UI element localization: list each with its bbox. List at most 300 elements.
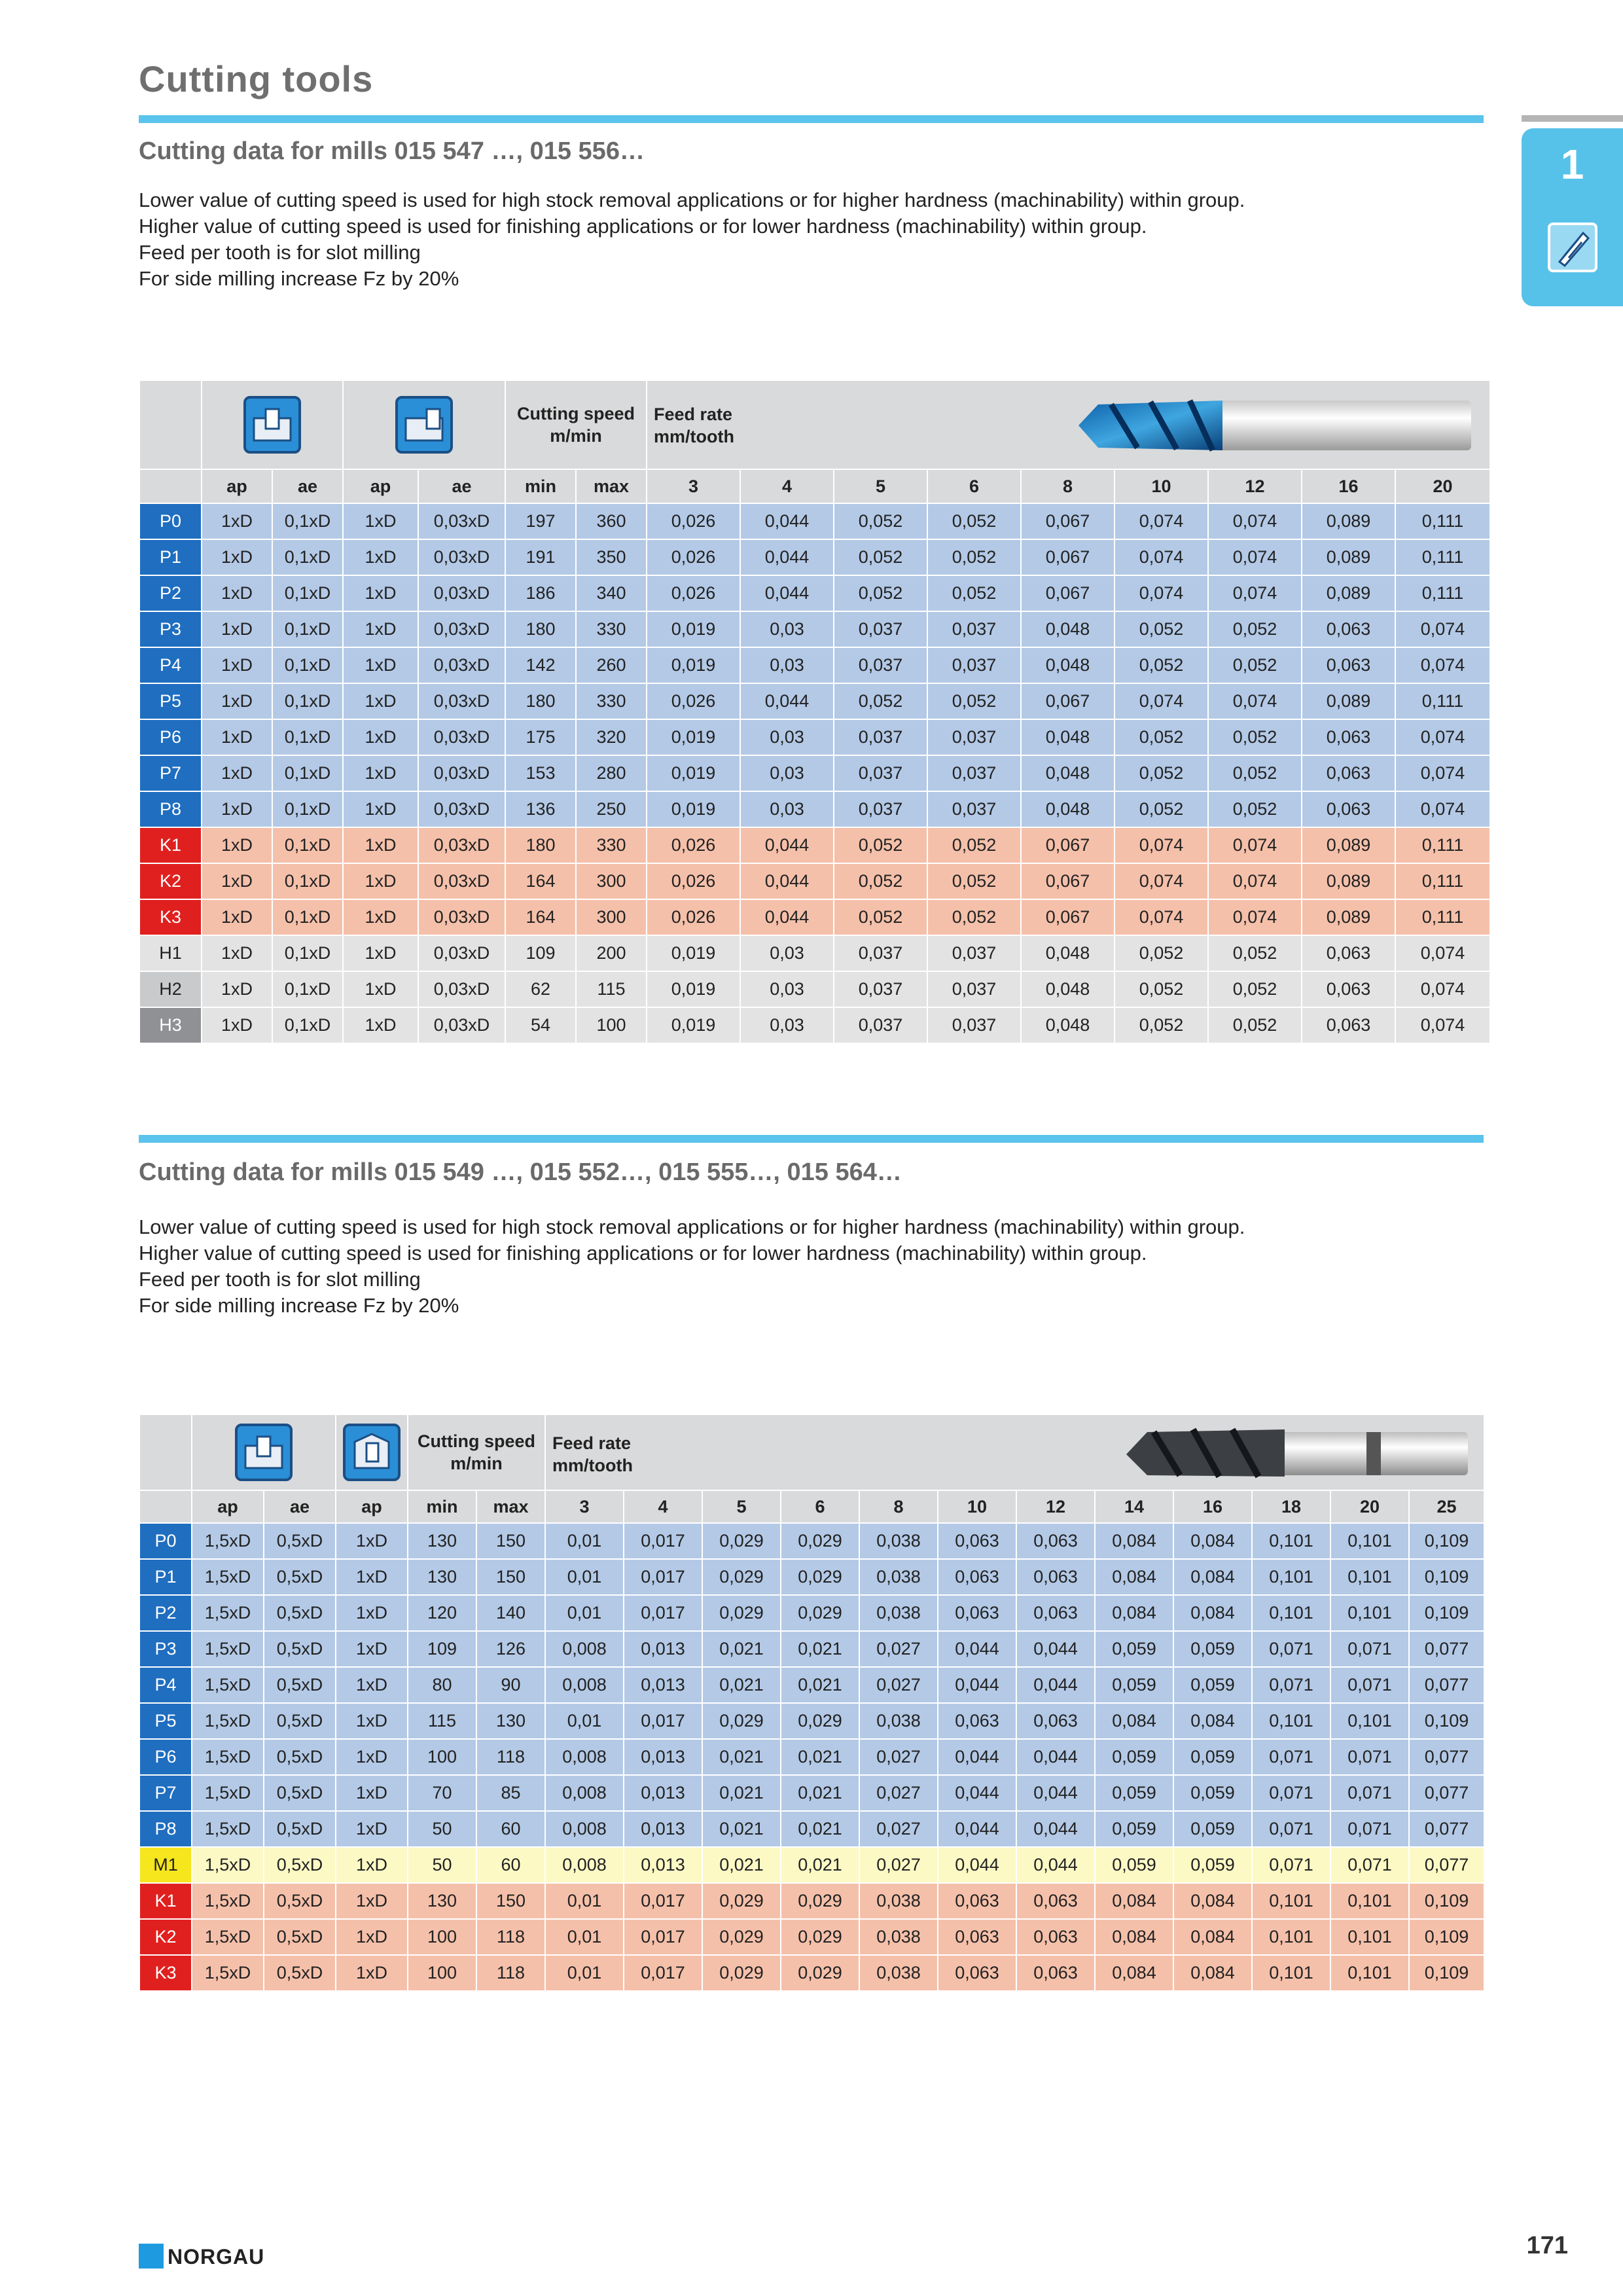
table-cell: 0,027 xyxy=(859,1631,938,1667)
table-cell: 0,052 xyxy=(834,503,927,539)
table-cell: 0,059 xyxy=(1095,1847,1173,1883)
table-cell: 85 xyxy=(476,1775,545,1811)
note: For side milling increase Fz by 20% xyxy=(139,1294,459,1317)
table-cell: 0,063 xyxy=(1302,935,1395,971)
material-group-cell: P1 xyxy=(139,1559,192,1595)
table-cell: 0,021 xyxy=(702,1847,781,1883)
table-cell: 1xD xyxy=(336,1559,408,1595)
table-cell: 0,052 xyxy=(1115,755,1208,791)
table-cell: 0,101 xyxy=(1252,1559,1330,1595)
end-mill-blue-icon xyxy=(1072,395,1478,456)
table-cell: 0,044 xyxy=(740,683,834,719)
table-cell: 0,03xD xyxy=(418,1007,505,1043)
table-cell: 360 xyxy=(576,503,647,539)
table-cell: 0,021 xyxy=(781,1847,859,1883)
table-cell: 0,026 xyxy=(647,683,740,719)
table-cell: 1xD xyxy=(336,1703,408,1739)
table-cell: 150 xyxy=(476,1559,545,1595)
table-cell: 0,008 xyxy=(545,1775,624,1811)
table-cell: 0,029 xyxy=(702,1703,781,1739)
table-cell: 0,021 xyxy=(781,1775,859,1811)
table-cell: 0,013 xyxy=(624,1667,702,1703)
table-cell: 0,037 xyxy=(834,647,927,683)
table-cell: 142 xyxy=(505,647,576,683)
table-cell: 320 xyxy=(576,719,647,755)
table-cell: 0,101 xyxy=(1330,1919,1409,1955)
table-row xyxy=(139,935,1490,971)
table-cell: 0,063 xyxy=(1016,1523,1095,1559)
table-cell: 260 xyxy=(576,647,647,683)
table-cell: 0,037 xyxy=(834,611,927,647)
table-cell: 0,5xD xyxy=(264,1775,336,1811)
material-group-cell: K3 xyxy=(139,1955,192,1991)
table-cell: 1,5xD xyxy=(192,1955,264,1991)
material-group-cell: P4 xyxy=(139,1667,192,1703)
feed-header-line1: Feed rate xyxy=(552,1433,632,1453)
table-cell: 1xD xyxy=(202,791,272,827)
table-cell: 1xD xyxy=(202,575,272,611)
section-divider xyxy=(139,1135,1484,1143)
table-cell: 0,013 xyxy=(624,1775,702,1811)
material-group-cell: H2 xyxy=(139,971,202,1007)
table-cell: 0,038 xyxy=(859,1955,938,1991)
table-cell: 0,037 xyxy=(834,1007,927,1043)
table-cell: 1xD xyxy=(343,683,418,719)
table-cell: 0,074 xyxy=(1208,863,1302,899)
table-cell: 0,029 xyxy=(702,1919,781,1955)
table-cell: 0,019 xyxy=(647,935,740,971)
section2-title: Cutting data for mills 015 549 …, 015 552…, 015 555…, 015 564… xyxy=(139,1158,902,1186)
column-header: 4 xyxy=(740,469,834,503)
speed-header-line1: Cutting speed xyxy=(418,1431,535,1451)
table-cell: 180 xyxy=(505,683,576,719)
table-cell: 191 xyxy=(505,539,576,575)
feed-header xyxy=(647,380,1490,469)
table-cell: 0,044 xyxy=(1016,1811,1095,1847)
table-cell: 0,052 xyxy=(1115,1007,1208,1043)
table-cell: 0,111 xyxy=(1395,575,1490,611)
table-cell: 0,029 xyxy=(702,1883,781,1919)
column-header: 6 xyxy=(781,1490,859,1523)
speed-header-line1: Cutting speed xyxy=(517,404,635,423)
table-cell: 100 xyxy=(408,1919,476,1955)
column-header: 25 xyxy=(1409,1490,1484,1523)
table-cell: 0,063 xyxy=(1302,791,1395,827)
table-cell: 0,063 xyxy=(1016,1955,1095,1991)
table-cell: 0,101 xyxy=(1330,1883,1409,1919)
table-cell: 0,019 xyxy=(647,719,740,755)
table-cell: 0,027 xyxy=(859,1775,938,1811)
table-cell: 0,026 xyxy=(647,539,740,575)
table-cell: 0,071 xyxy=(1330,1847,1409,1883)
table-cell: 0,026 xyxy=(647,863,740,899)
table-cell: 1xD xyxy=(202,1007,272,1043)
table-cell: 0,019 xyxy=(647,611,740,647)
table-cell: 0,021 xyxy=(702,1811,781,1847)
table-cell: 0,074 xyxy=(1395,755,1490,791)
table-cell: 1xD xyxy=(202,719,272,755)
table-cell: 0,03xD xyxy=(418,863,505,899)
table-cell: 0,052 xyxy=(927,827,1021,863)
table-cell: 1xD xyxy=(202,863,272,899)
table-cell: 0,089 xyxy=(1302,827,1395,863)
table-cell: 0,029 xyxy=(781,1559,859,1595)
table-cell: 0,038 xyxy=(859,1559,938,1595)
table-cell: 1xD xyxy=(202,611,272,647)
table-cell: 0,101 xyxy=(1252,1883,1330,1919)
op-side-cell xyxy=(343,380,505,469)
table-cell: 0,029 xyxy=(781,1919,859,1955)
table-cell: 0,044 xyxy=(938,1739,1016,1775)
table-cell: 0,077 xyxy=(1409,1739,1484,1775)
table-cell: 0,063 xyxy=(1016,1919,1095,1955)
table-row xyxy=(139,1523,1484,1559)
table-row xyxy=(139,755,1490,791)
table-cell: 0,5xD xyxy=(264,1631,336,1667)
table-cell: 0,029 xyxy=(781,1523,859,1559)
column-header: 5 xyxy=(834,469,927,503)
table-cell: 0,048 xyxy=(1021,611,1115,647)
table-cell: 0,074 xyxy=(1115,575,1208,611)
table-cell: 0,059 xyxy=(1095,1775,1173,1811)
table-cell: 0,111 xyxy=(1395,503,1490,539)
table-cell: 0,071 xyxy=(1252,1667,1330,1703)
table-cell: 0,037 xyxy=(927,647,1021,683)
table-cell: 0,074 xyxy=(1208,827,1302,863)
table-cell: 0,059 xyxy=(1095,1631,1173,1667)
material-group-cell: K2 xyxy=(139,863,202,899)
table-row xyxy=(139,899,1490,935)
table-cell: 0,027 xyxy=(859,1667,938,1703)
table-cell: 0,052 xyxy=(834,683,927,719)
table-cell: 0,109 xyxy=(1409,1559,1484,1595)
table-cell: 0,021 xyxy=(702,1775,781,1811)
table-cell: 0,5xD xyxy=(264,1739,336,1775)
table-cell: 1,5xD xyxy=(192,1883,264,1919)
table-cell: 0,111 xyxy=(1395,827,1490,863)
table-cell: 0,048 xyxy=(1021,647,1115,683)
table-row xyxy=(139,1775,1484,1811)
table-cell: 0,029 xyxy=(781,1703,859,1739)
table-cell: 0,089 xyxy=(1302,683,1395,719)
table-cell: 0,01 xyxy=(545,1919,624,1955)
header-divider xyxy=(139,115,1484,123)
table-cell: 0,074 xyxy=(1115,899,1208,935)
table-cell: 0,01 xyxy=(545,1595,624,1631)
table-cell: 0,044 xyxy=(938,1775,1016,1811)
op-slot-cell xyxy=(192,1414,336,1490)
table-cell: 0,101 xyxy=(1252,1523,1330,1559)
table-cell: 0,052 xyxy=(927,863,1021,899)
table-cell: 0,063 xyxy=(938,1883,1016,1919)
table-cell: 0,077 xyxy=(1409,1667,1484,1703)
table-cell: 1xD xyxy=(336,1523,408,1559)
table-cell: 1,5xD xyxy=(192,1775,264,1811)
table-cell: 0,071 xyxy=(1252,1847,1330,1883)
table-row xyxy=(139,827,1490,863)
table-cell: 1,5xD xyxy=(192,1847,264,1883)
table-cell: 1xD xyxy=(343,935,418,971)
end-mill-icon xyxy=(1548,223,1597,272)
table-cell: 0,067 xyxy=(1021,899,1115,935)
table-cell: 0,063 xyxy=(1016,1703,1095,1739)
table-cell: 0,074 xyxy=(1115,539,1208,575)
table-cell: 0,03xD xyxy=(418,575,505,611)
table-cell: 0,5xD xyxy=(264,1667,336,1703)
table-cell: 0,1xD xyxy=(272,971,343,1007)
speed-header-line2: m/min xyxy=(450,1454,503,1473)
table-row xyxy=(139,503,1490,539)
table-cell: 0,063 xyxy=(1302,647,1395,683)
table-cell: 0,052 xyxy=(1115,719,1208,755)
table-cell: 0,063 xyxy=(938,1595,1016,1631)
table-cell: 0,037 xyxy=(834,935,927,971)
table-cell: 0,084 xyxy=(1095,1955,1173,1991)
table-cell: 0,077 xyxy=(1409,1847,1484,1883)
material-group-cell: P7 xyxy=(139,1775,192,1811)
table-cell: 0,074 xyxy=(1395,611,1490,647)
table-cell: 0,044 xyxy=(938,1847,1016,1883)
table-cell: 0,5xD xyxy=(264,1811,336,1847)
material-group-cell: P0 xyxy=(139,1523,192,1559)
column-header: ap xyxy=(202,469,272,503)
table-cell: 0,052 xyxy=(927,575,1021,611)
column-header: 4 xyxy=(624,1490,702,1523)
table-cell: 0,008 xyxy=(545,1811,624,1847)
table-cell: 0,029 xyxy=(781,1595,859,1631)
table-cell: 90 xyxy=(476,1667,545,1703)
table-cell: 109 xyxy=(408,1631,476,1667)
table-cell: 330 xyxy=(576,611,647,647)
table-cell: 0,038 xyxy=(859,1919,938,1955)
material-group-cell: P6 xyxy=(139,719,202,755)
table-cell: 54 xyxy=(505,1007,576,1043)
column-header: 16 xyxy=(1302,469,1395,503)
table-cell: 300 xyxy=(576,863,647,899)
table-cell: 1xD xyxy=(343,647,418,683)
table-cell: 0,03 xyxy=(740,647,834,683)
table-cell: 0,063 xyxy=(1302,719,1395,755)
table-cell: 1xD xyxy=(343,899,418,935)
table-cell: 0,063 xyxy=(1016,1595,1095,1631)
table-cell: 0,037 xyxy=(927,719,1021,755)
table-cell: 186 xyxy=(505,575,576,611)
material-group-cell: P3 xyxy=(139,611,202,647)
table-cell: 0,063 xyxy=(1302,755,1395,791)
material-group-cell: P8 xyxy=(139,791,202,827)
table-row xyxy=(139,1703,1484,1739)
table-cell: 1xD xyxy=(343,719,418,755)
table-cell: 1xD xyxy=(202,503,272,539)
table-cell: 0,029 xyxy=(702,1559,781,1595)
table-cell: 0,017 xyxy=(624,1955,702,1991)
table-cell: 1xD xyxy=(202,683,272,719)
table-cell: 0,1xD xyxy=(272,791,343,827)
table-cell: 0,089 xyxy=(1302,863,1395,899)
table-row xyxy=(139,683,1490,719)
slot-milling-icon xyxy=(235,1424,293,1481)
column-header: max xyxy=(476,1490,545,1523)
table-cell: 0,021 xyxy=(702,1739,781,1775)
table-cell: 0,063 xyxy=(938,1919,1016,1955)
table-cell: 0,5xD xyxy=(264,1919,336,1955)
table-cell: 100 xyxy=(576,1007,647,1043)
table-cell: 0,008 xyxy=(545,1847,624,1883)
material-group-cell: P1 xyxy=(139,539,202,575)
table-cell: 0,101 xyxy=(1252,1595,1330,1631)
table-cell: 0,044 xyxy=(740,899,834,935)
table-cell: 0,017 xyxy=(624,1919,702,1955)
material-group-cell: P3 xyxy=(139,1631,192,1667)
table-cell: 0,029 xyxy=(702,1955,781,1991)
table-cell: 0,063 xyxy=(1016,1559,1095,1595)
table-cell: 0,109 xyxy=(1409,1883,1484,1919)
table-cell: 0,063 xyxy=(938,1523,1016,1559)
column-header: ap xyxy=(343,469,418,503)
table-cell: 1xD xyxy=(336,1847,408,1883)
table-cell: 0,044 xyxy=(1016,1775,1095,1811)
column-header: ap xyxy=(192,1490,264,1523)
table-cell: 0,026 xyxy=(647,575,740,611)
column-header: 12 xyxy=(1208,469,1302,503)
table-cell: 1xD xyxy=(336,1739,408,1775)
table-row xyxy=(139,1559,1484,1595)
table-cell: 280 xyxy=(576,755,647,791)
table-cell: 0,5xD xyxy=(264,1523,336,1559)
table-cell: 0,109 xyxy=(1409,1703,1484,1739)
table-cell: 153 xyxy=(505,755,576,791)
table-cell: 60 xyxy=(476,1847,545,1883)
column-header-row xyxy=(139,1490,1484,1523)
table-cell: 115 xyxy=(408,1703,476,1739)
table-cell: 0,048 xyxy=(1021,791,1115,827)
table-cell: 0,052 xyxy=(1115,611,1208,647)
table-cell: 0,059 xyxy=(1173,1667,1252,1703)
table-cell: 0,013 xyxy=(624,1631,702,1667)
table-row xyxy=(139,1955,1484,1991)
material-group-cell: P8 xyxy=(139,1811,192,1847)
table-cell: 0,037 xyxy=(834,791,927,827)
table-cell: 180 xyxy=(505,611,576,647)
table-cell: 350 xyxy=(576,539,647,575)
section1-title: Cutting data for mills 015 547 …, 015 556… xyxy=(139,137,645,165)
table-cell: 0,019 xyxy=(647,971,740,1007)
table-cell: 0,019 xyxy=(647,1007,740,1043)
material-group-cell: P2 xyxy=(139,1595,192,1631)
table-cell: 70 xyxy=(408,1775,476,1811)
table-cell: 0,008 xyxy=(545,1739,624,1775)
table-cell: 1,5xD xyxy=(192,1811,264,1847)
cutting-data-table-2 xyxy=(139,1414,1485,1992)
table-cell: 1xD xyxy=(343,791,418,827)
table-cell: 0,048 xyxy=(1021,755,1115,791)
table-cell: 0,111 xyxy=(1395,539,1490,575)
table-cell: 0,037 xyxy=(927,1007,1021,1043)
table-cell: 120 xyxy=(408,1595,476,1631)
table-cell: 0,084 xyxy=(1095,1523,1173,1559)
table-cell: 0,101 xyxy=(1330,1955,1409,1991)
table-cell: 0,074 xyxy=(1115,863,1208,899)
table-cell: 0,038 xyxy=(859,1883,938,1919)
table-cell: 0,037 xyxy=(927,611,1021,647)
table-cell: 109 xyxy=(505,935,576,971)
table-cell: 1xD xyxy=(202,647,272,683)
table-cell: 0,071 xyxy=(1330,1775,1409,1811)
table-cell: 0,029 xyxy=(702,1595,781,1631)
column-header: 20 xyxy=(1395,469,1490,503)
table-cell: 0,044 xyxy=(740,827,834,863)
material-group-cell: K3 xyxy=(139,899,202,935)
material-group-cell: P5 xyxy=(139,683,202,719)
material-group-cell: P6 xyxy=(139,1739,192,1775)
table-cell: 0,052 xyxy=(834,575,927,611)
table-cell: 0,021 xyxy=(781,1739,859,1775)
table-cell: 0,109 xyxy=(1409,1919,1484,1955)
table-cell: 1xD xyxy=(336,1883,408,1919)
table-cell: 0,089 xyxy=(1302,503,1395,539)
table-cell: 1xD xyxy=(343,575,418,611)
table-cell: 0,027 xyxy=(859,1811,938,1847)
table-cell: 1xD xyxy=(202,827,272,863)
table-cell: 0,052 xyxy=(1208,1007,1302,1043)
column-header: 14 xyxy=(1095,1490,1173,1523)
material-group-cell: P2 xyxy=(139,575,202,611)
table-cell: 0,052 xyxy=(1208,647,1302,683)
table-cell: 0,084 xyxy=(1095,1703,1173,1739)
table-cell: 0,021 xyxy=(702,1667,781,1703)
table-cell: 0,044 xyxy=(938,1811,1016,1847)
table-cell: 0,111 xyxy=(1395,863,1490,899)
table-cell: 0,052 xyxy=(1208,755,1302,791)
table-cell: 60 xyxy=(476,1811,545,1847)
table-cell: 1xD xyxy=(202,755,272,791)
note: Higher value of cutting speed is used for finishing applications or for lower hardness (machinability) within group. xyxy=(139,1242,1147,1265)
table-cell: 0,03xD xyxy=(418,827,505,863)
table-cell: 0,059 xyxy=(1095,1667,1173,1703)
table-cell: 0,048 xyxy=(1021,971,1115,1007)
table-cell: 0,067 xyxy=(1021,503,1115,539)
table-cell: 0,074 xyxy=(1208,539,1302,575)
note: For side milling increase Fz by 20% xyxy=(139,267,459,290)
table-cell: 0,03xD xyxy=(418,899,505,935)
table-cell: 0,03 xyxy=(740,1007,834,1043)
table-cell: 0,013 xyxy=(624,1847,702,1883)
table-cell: 0,089 xyxy=(1302,575,1395,611)
table-cell: 0,101 xyxy=(1252,1955,1330,1991)
table-cell: 0,03xD xyxy=(418,791,505,827)
table-cell: 130 xyxy=(476,1703,545,1739)
table-cell: 0,1xD xyxy=(272,719,343,755)
chapter-tab[interactable] xyxy=(1522,128,1623,306)
table-cell: 0,052 xyxy=(1115,647,1208,683)
material-group-cell: K1 xyxy=(139,1883,192,1919)
table-cell: 0,038 xyxy=(859,1595,938,1631)
table-cell: 0,013 xyxy=(624,1739,702,1775)
table-cell: 0,101 xyxy=(1330,1523,1409,1559)
table-cell: 0,1xD xyxy=(272,503,343,539)
cutting-data-table-1 xyxy=(139,380,1491,1044)
table-cell: 0,038 xyxy=(859,1523,938,1559)
feed-header-line2: mm/tooth xyxy=(552,1456,633,1475)
table-row xyxy=(139,647,1490,683)
table-cell: 0,059 xyxy=(1095,1811,1173,1847)
table-cell: 0,111 xyxy=(1395,899,1490,935)
table-cell: 0,074 xyxy=(1115,503,1208,539)
column-header: ae xyxy=(418,469,505,503)
feed-header xyxy=(545,1414,1484,1490)
table-cell: 0,044 xyxy=(1016,1739,1095,1775)
table-cell: 100 xyxy=(408,1739,476,1775)
